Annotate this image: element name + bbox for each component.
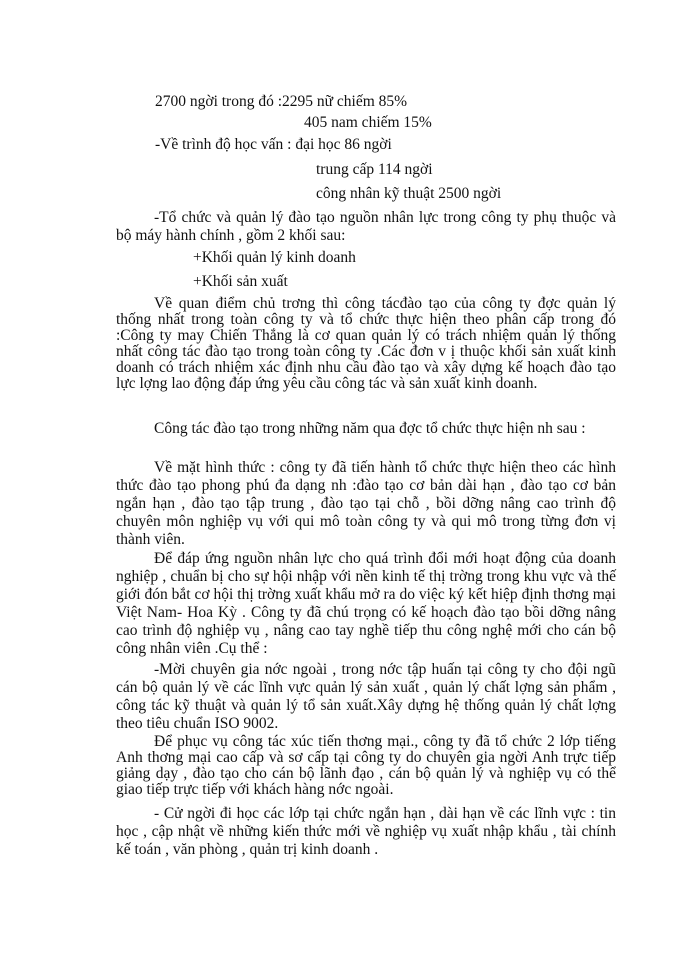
paragraph-text: Về quan điểm chủ trơng thì công tácđào tạo của công ty đợc quản lý thống nhất trong toàn công ty và tổ chức thực hiện theo phân cấp trong đó :Công ty may Chiến Thắng là cơ quan quản lý có trách nhiệm quản lý thống nhất công tác đào tạo trong toàn công ty .Các đơn v ị thuộc khối sản xuất kinh doanh có trách nhiệm xác định nhu cầu đào tạo và xây dựng kế hoạch đào tạo lực lợng lao động đáp ứng yêu cầu công tác và sản xuất kinh doanh.	[116, 295, 616, 392]
block-production-item: +Khối sản xuất	[193, 273, 288, 290]
paragraph-text: -Mời chuyên gia nớc ngoài , trong nớc tập huấn tại công ty cho đội ngũ cán bộ quản lý về các lĩnh vực quản lý sản xuất , quản lý chất lợng sản phẩm , công tác kỹ thuật và quản lý tổ sản xuất.Xây dựng hệ thống quản lý chất lợng theo tiêu chuẩn ISO 9002.	[116, 661, 616, 732]
paragraph-english-classes	[116, 734, 616, 798]
education-worker-line: công nhân kỹ thuật 2500 ngời	[316, 185, 502, 202]
paragraph-text: Công tác đào tạo trong những năm qua đợc tổ chức thực hiện nh sau :	[154, 420, 586, 437]
education-level-line: -Về trình độ học vấn : đại học 86 ngời	[155, 136, 392, 153]
paragraph-send-staff	[116, 805, 616, 859]
paragraph-human-resources	[116, 550, 616, 658]
paragraph-text: - Cử ngời đi học các lớp tại chức ngắn hạn , dài hạn về các lĩnh vực : tin học , cập nhật về những kiến thức mới về nghiệp vụ xuất nhập khẩu , tài chính kế toán , văn phòng , quản trị kinh doanh .	[116, 805, 616, 858]
staff-total-line: 2700 ngời trong đó :2295 nữ chiếm 85%	[155, 93, 408, 110]
org-intro-text: -Tổ chức và quản lý đào tạo nguồn nhân lực trong công ty phụ thuộc và bộ máy hành chính , gồm 2 khối sau:	[116, 209, 616, 244]
education-intermediate-line: trung cấp 114 ngời	[316, 161, 433, 178]
paragraph-foreign-experts	[116, 661, 616, 733]
paragraph-text: Về mặt hình thức : công ty đã tiến hành tổ chức thực hiện theo các hình thức đào tạo phong phú đa dạng nh :đào tạo cơ bản dài hạn , đào tạo cơ bản ngắn hạn , đào tạo tập trung , đào tạo tại chỗ , bồi dỡng nâng cao trình độ chuyên môn nghiệp vụ với qui mô toàn công ty và qui mô trong từng đơn vị thành viên.	[116, 459, 616, 548]
org-intro-paragraph	[116, 209, 616, 245]
block-business-item: +Khối quản lý kinh doanh	[193, 249, 356, 266]
paragraph-text: Để phục vụ công tác xúc tiến thơng mại., công ty đã tổ chức 2 lớp tiếng Anh thơng mại cao cấp và sơ cấp tại công ty do chuyên gia ngời Anh trực tiếp giảng dạy , đào tạo cho cán bộ lãnh đạo , cán bộ quản lý và nghiệp vụ có thể giao tiếp trực tiếp với khách hàng nớc ngoài.	[116, 733, 616, 798]
paragraph-training-intro	[116, 420, 616, 438]
paragraph-management-view	[116, 296, 616, 392]
staff-male-line: 405 nam chiếm 15%	[304, 114, 432, 131]
paragraph-text: Để đáp ứng nguồn nhân lực cho quá trình đổi mới hoạt động của doanh nghiệp , chuẩn bị cho sự hội nhập với nền kinh tế thị trờng trong khu vực và thế giới đón bắt cơ hội thị trờng xuất khẩu mở ra do việc ký kết hiệp định thơng mại Việt Nam- Hoa Kỳ . Công ty đã chú trọng có kế hoạch đào tạo bồi dỡng nâng cao trình độ nghiệp vụ , nâng cao tay nghề tiếp thu công nghệ mới cho cán bộ công nhân viên .Cụ thể :	[116, 550, 616, 657]
paragraph-training-forms	[116, 459, 616, 549]
